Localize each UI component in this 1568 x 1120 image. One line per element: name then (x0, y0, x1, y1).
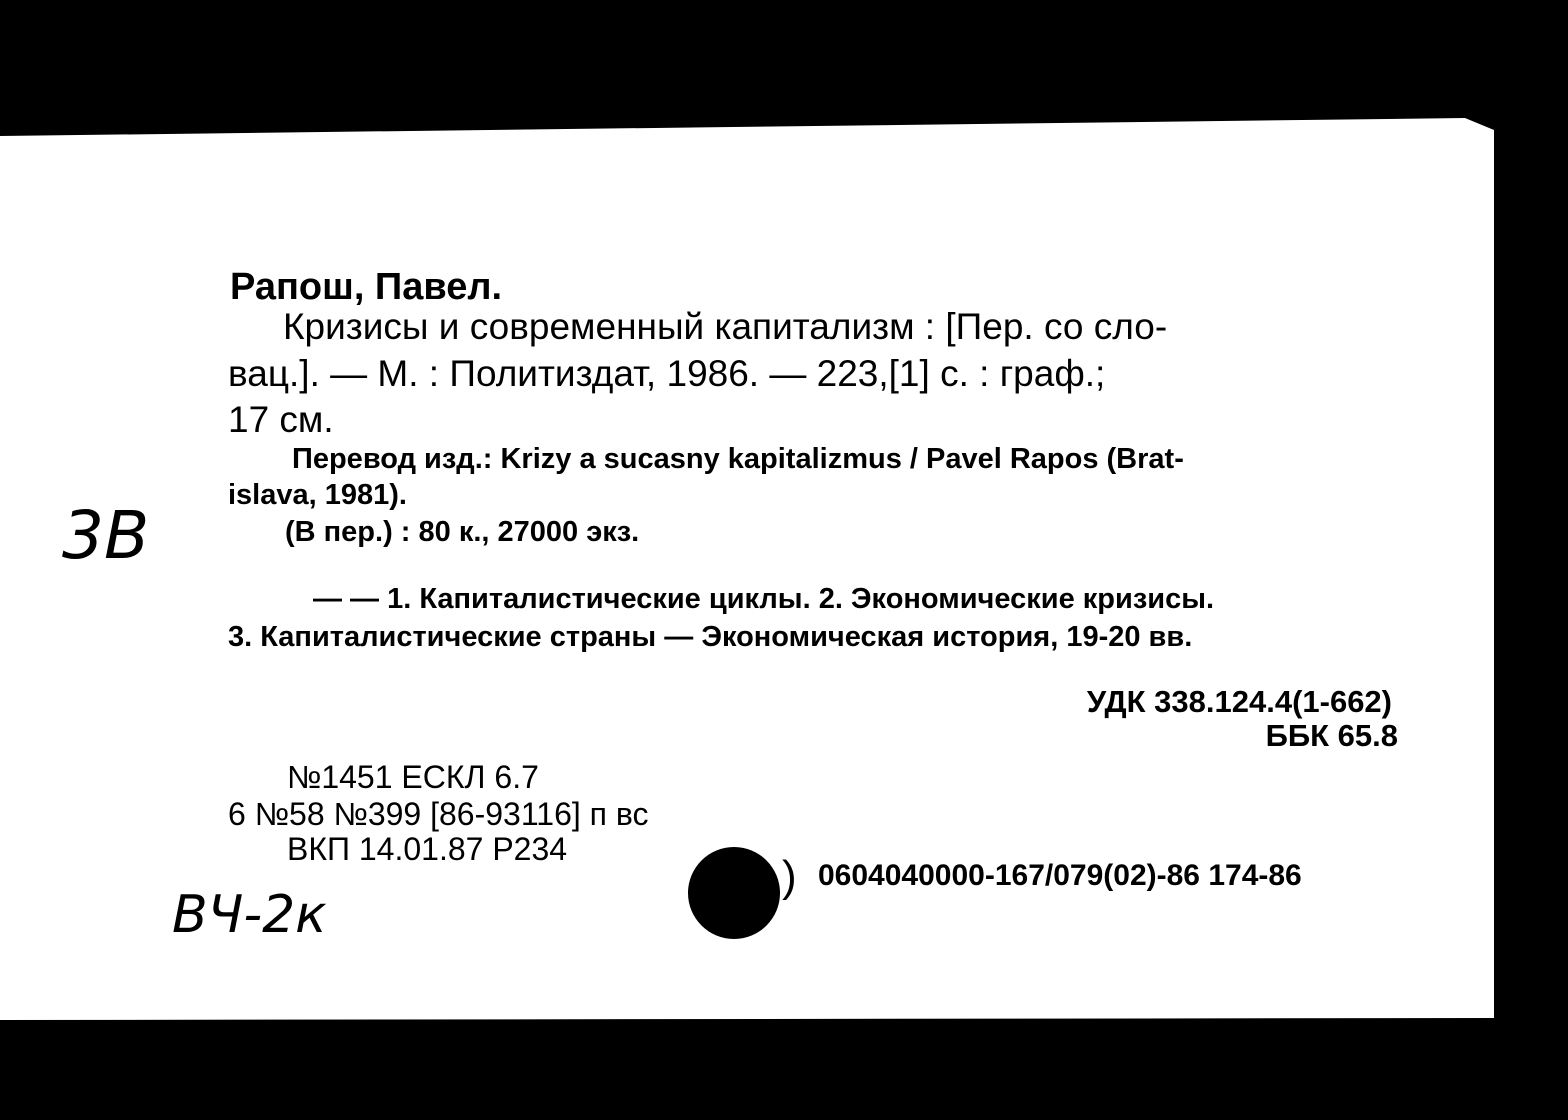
control-line-3: ВКП 14.01.87 Р234 (287, 831, 568, 867)
punch-hole (688, 847, 780, 939)
bbk-code: ББК 65.8 (1265, 718, 1398, 753)
udk-code: УДК 338.124.4(1-662) (1086, 684, 1392, 719)
translation-note-line-1: Перевод изд.: Krizy a sucasny kapitalizmus / Pavel Rapos (Brat- (292, 443, 1184, 475)
control-line-1: №1451 ЕСКЛ 6.7 (287, 759, 539, 795)
handwritten-mark-bottom: ВЧ-2к (172, 885, 327, 945)
author-heading: Рапош, Павел. (230, 266, 503, 308)
translation-note-line-2: islava, 1981). (228, 479, 407, 511)
title-line-1: Кризисы и современный капитализм : [Пер. со сло- (283, 306, 1168, 347)
control-line-2: 6 №58 №399 [86-93116] п вс (228, 796, 649, 832)
title-line-3: 17 см. (228, 399, 334, 440)
subject-line-1: — — 1. Капиталистические циклы. 2. Экономические кризисы. (313, 583, 1215, 615)
handwritten-mark-left: 3В (62, 497, 150, 574)
isbn-line: 0604040000-167/079(02)-86 174-86 (818, 859, 1302, 892)
title-line-2: вац.]. — М. : Политиздат, 1986. — 223,[1] с. : граф.; (228, 353, 1106, 394)
price-line: (В пер.) : 80 к., 27000 экз. (285, 516, 640, 548)
isbn-paren: ) (782, 852, 797, 901)
subject-line-2: 3. Капиталистические страны — Экономическая история, 19-20 вв. (228, 621, 1193, 653)
